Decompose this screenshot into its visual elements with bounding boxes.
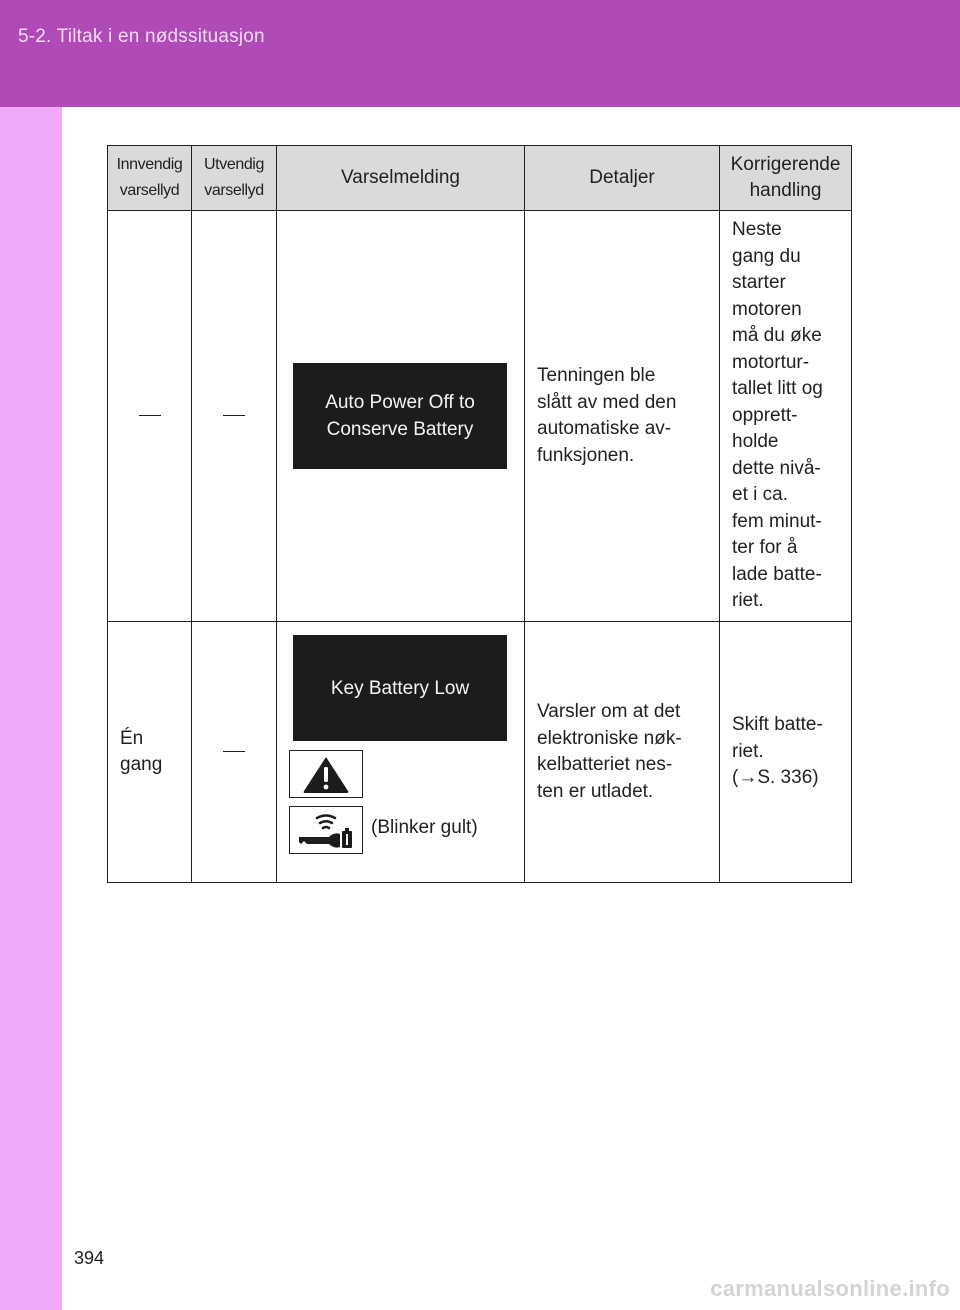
multi-info-display — [293, 363, 507, 469]
display-text-line: Auto Power Off to — [325, 392, 475, 413]
details-text: Varsler om at det elektroniske nøk- kelbatteriet nes- ten er utladet. — [537, 701, 682, 802]
corrective-action-cell — [720, 211, 852, 622]
details-cell — [525, 211, 720, 622]
key-battery-icon — [295, 810, 357, 850]
column-header-details: Detaljer — [525, 146, 720, 211]
watermark: carmanualsonline.info — [710, 1276, 950, 1301]
column-header-warning-message: Varselmelding — [277, 146, 525, 211]
details-text: Tenningen ble slått av med den automatiske av- funksjonen. — [537, 365, 677, 466]
dash-mark — [223, 415, 245, 416]
table-row — [108, 622, 852, 883]
warning-indicator-frame — [289, 750, 363, 798]
corrective-action-text: Skift batte- riet. (→S. 336) — [732, 714, 823, 789]
display-text-line: Conserve Battery — [326, 419, 474, 440]
column-header-exterior-buzzer: Utvendig varsellyd — [192, 146, 277, 211]
section-title: 5-2. Tiltak i en nødssituasjon — [18, 26, 265, 47]
warning-message-cell — [277, 211, 525, 622]
dash-mark — [223, 751, 245, 752]
warning-triangle-icon — [301, 754, 351, 794]
key-indicator-frame — [289, 806, 363, 854]
column-header-interior-buzzer: Innvendig varsellyd — [108, 146, 192, 211]
side-strip — [0, 107, 62, 1310]
interior-buzzer-text: Én gang — [120, 727, 163, 775]
exterior-buzzer-cell — [192, 622, 277, 883]
details-cell — [525, 622, 720, 883]
blinking-note: (Blinker gult) — [371, 817, 478, 838]
dash-mark — [139, 415, 161, 416]
table-header-row — [108, 146, 852, 211]
corrective-action-cell — [720, 622, 852, 883]
corrective-action-text: Neste gang du starter motoren må du øke motortur- tallet litt og opprett- holde dette nivå- et i ca. fem minut- ter for å lade batte- riet. — [732, 219, 823, 612]
interior-buzzer-cell — [108, 211, 192, 622]
header-band — [0, 0, 960, 107]
warning-table — [107, 145, 852, 883]
table-row — [108, 211, 852, 622]
display-text-line: Key Battery Low — [330, 677, 470, 699]
exterior-buzzer-cell — [192, 211, 277, 622]
column-header-corrective-action: Korrigerende handling — [720, 146, 852, 211]
multi-info-display — [293, 635, 507, 741]
interior-buzzer-cell — [108, 622, 192, 883]
page-number: 394 — [74, 1248, 105, 1268]
warning-message-cell — [277, 622, 525, 883]
